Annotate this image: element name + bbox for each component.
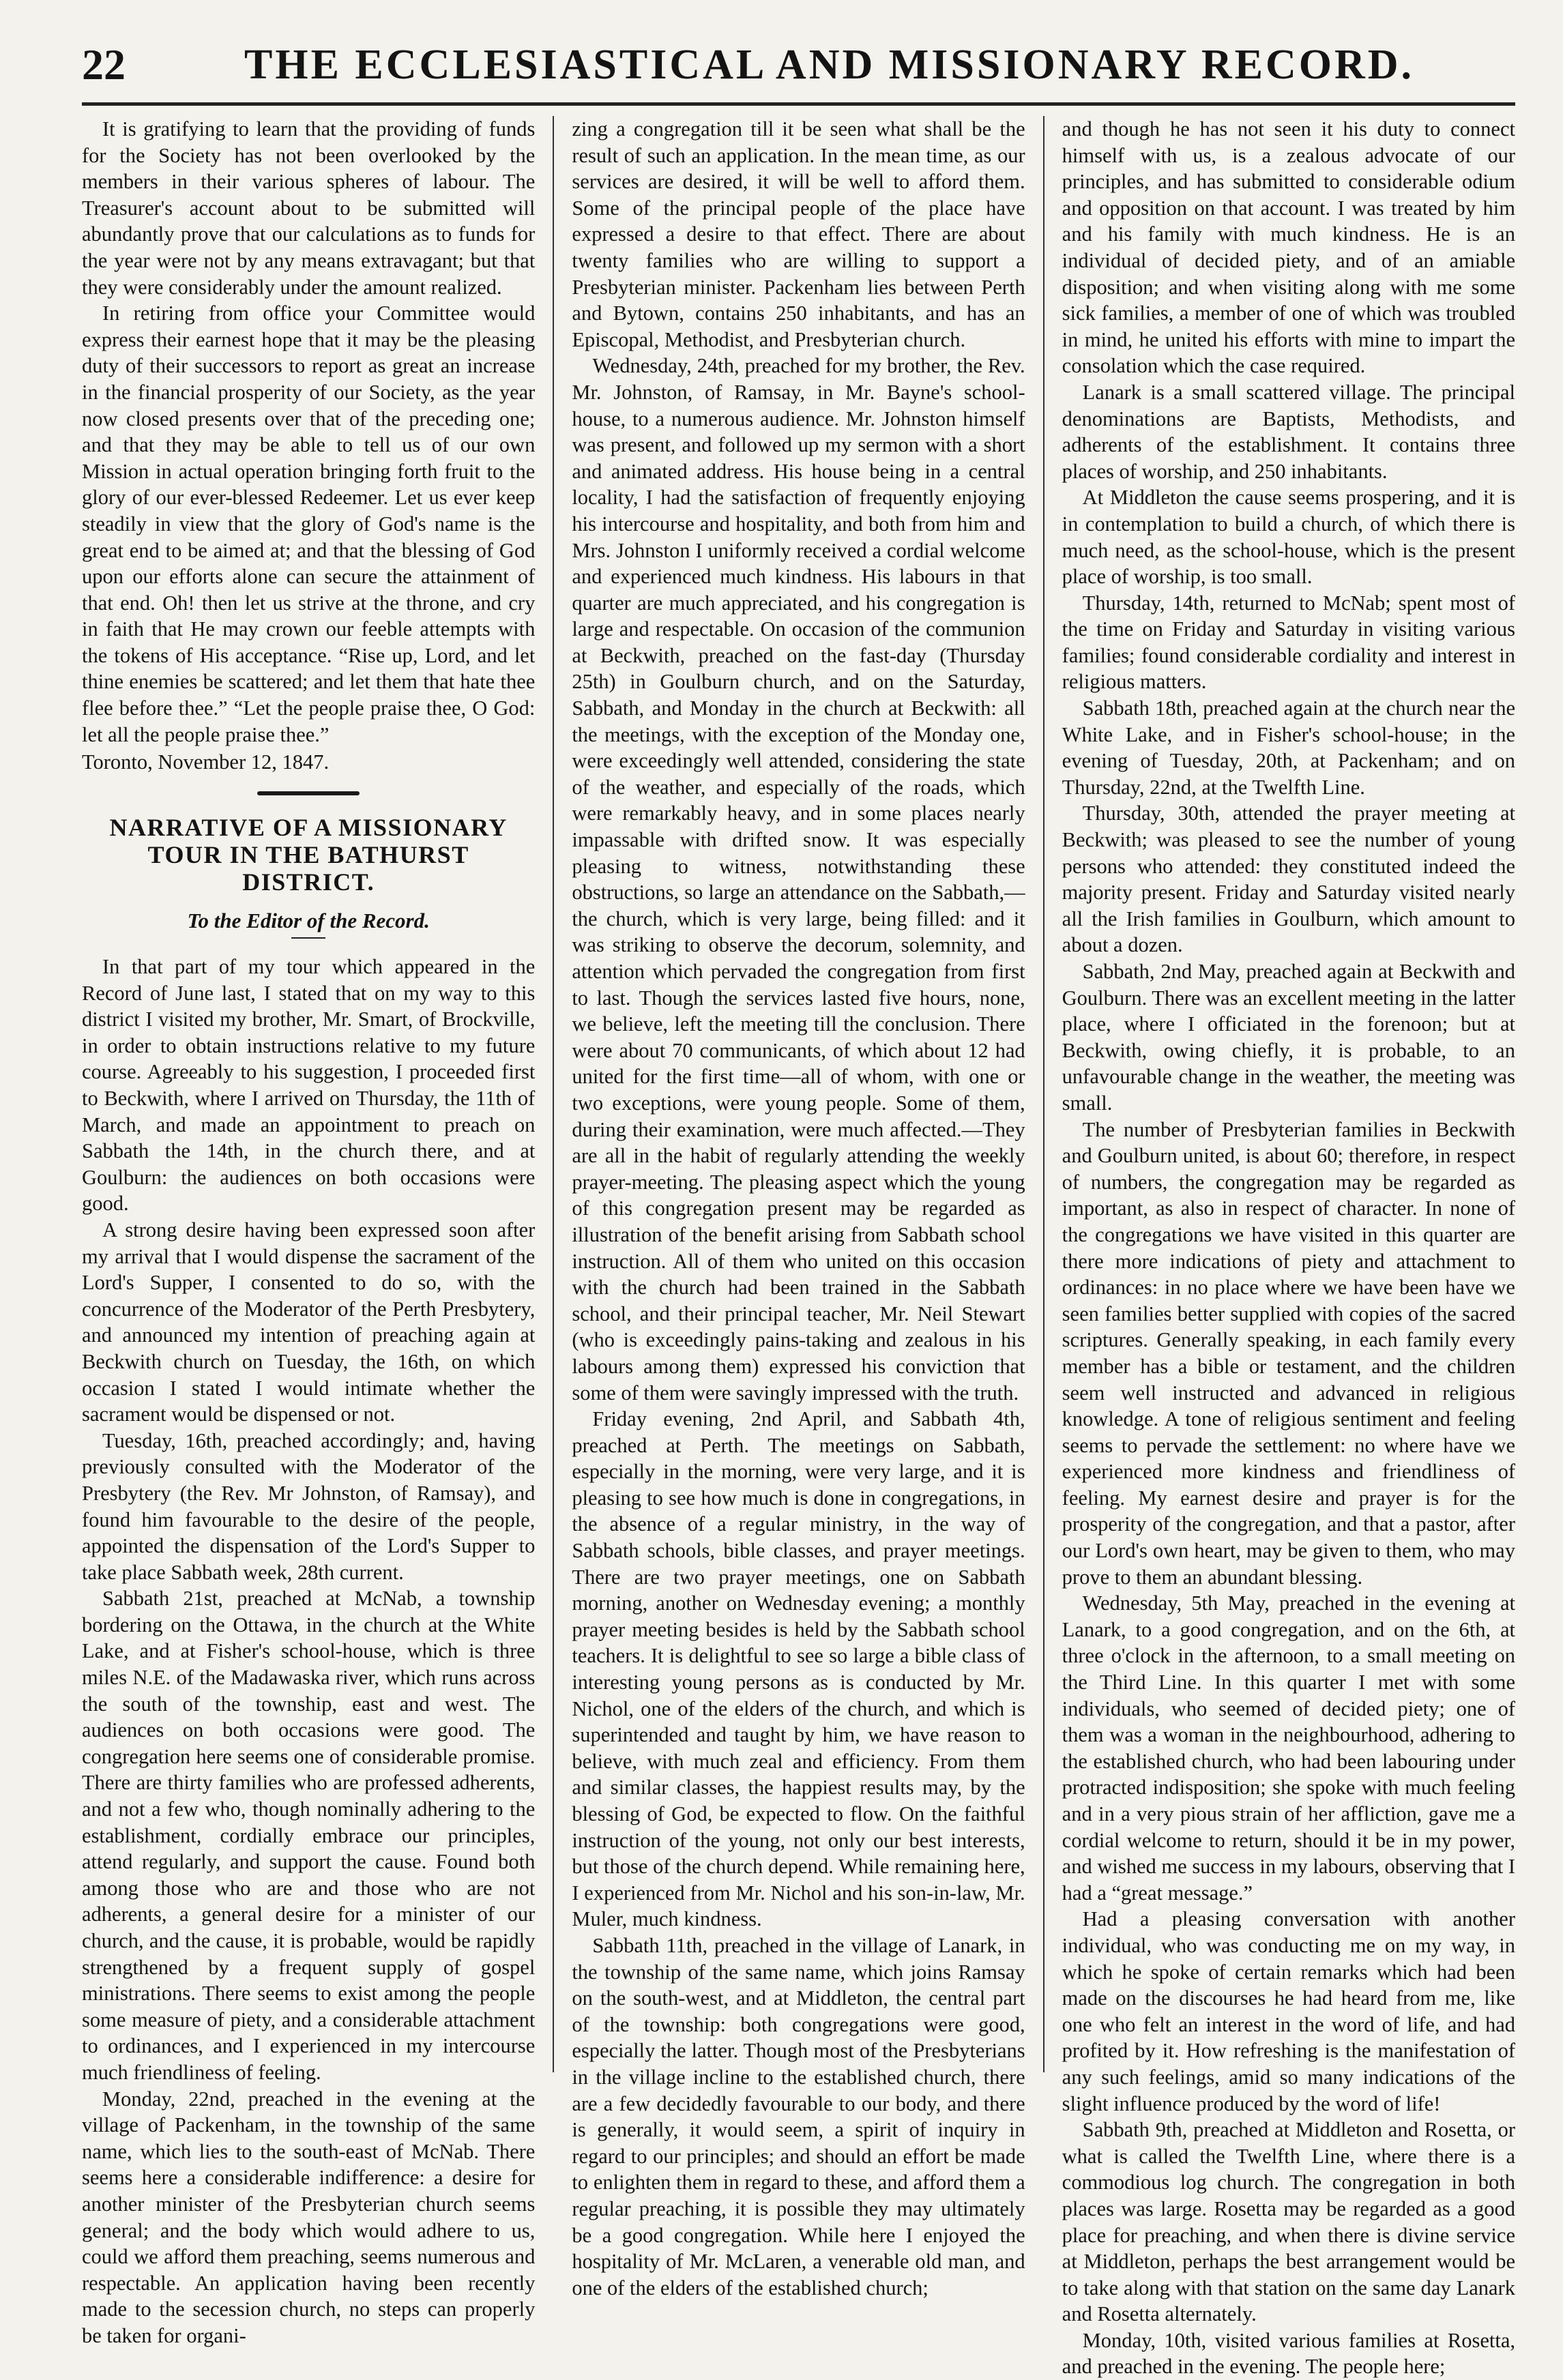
paragraph: Friday evening, 2nd April, and Sabbath 4th, preached at Perth. The meetings on Sabbath, especially in the morning, were very large, and it is pleasing to see how much is done in congregations, in the absence of a regular ministry, in the way of Sabbath schools, bible classes, and prayer meetings. There are two prayer meetings, one on Sabbath morning, another on Wednesday evening; a monthly prayer meeting besides is held by the Sabbath school teachers. It is delightful to see so large a bible class of interesting young persons as is conducted by Mr. Nichol, one of the elders of the church, and which is superintended and taught by him, we have reason to believe, with much zeal and efficiency. From them and similar classes, the happiest results may, by the blessing of God, be expected to flow. On the faithful instruction of the young, not only our best interests, but those of the church depend. While remaining here, I experienced from Mr. Nichol and his son-in-law, Mr. Muler, much kindness. (572, 1407, 1025, 1931)
paragraph: In retiring from office your Committee would express their earnest hope that it may be the pleasing duty of their successors to report as great an increase in the financial prosperity of our Society, as the year now closed presents over that of the preceding one; and that they may be able to tell us of our own Mission in actual operation bringing forth fruit to the glory of our ever-blessed Redeemer. Let us ever keep steadily in view that the glory of God's name is the great end to be aimed at; and that the blessing of God upon our efforts alone can secure the attainment of that end. Oh! then let us strive at the throne, and cry in faith that He may crown our feeble attempts with the tokens of His acceptance. “Rise up, Lord, and let thine enemies be scattered; and let them that hate thee flee before thee.” “Let the people praise thee, O God: let all the people praise thee.” (82, 302, 536, 746)
running-head (82, 37, 1515, 98)
paragraph: At Middleton the cause seems prospering, and it is in contemplation to build a church, of which there is much need, as the school-house, which is the present place of worship, is too small. (1062, 486, 1515, 589)
paragraph: Lanark is a small scattered village. The principal denominations are Baptists, Methodists, and adherents of the establishment. It contains three places of worship, and 250 inhabitants. (1062, 380, 1515, 483)
paragraph: Monday, 22nd, preached in the evening at the village of Packenham, in the township of the same name, which lies to the south-east of McNab. There seems here a considerable indifference: a desire for another minister of the Presbyterian church seems general; and the body which would adhere to us, could we afford them preaching, seems numerous and respectable. An application having been recently made to the secession church, no steps can properly be taken for organi- (82, 2087, 536, 2347)
paragraph: Thursday, 14th, returned to McNab; spent most of the time on Friday and Saturday in visiting various families; found considerable cordiality and interest in religious matters. (1062, 591, 1515, 694)
paragraph: The number of Presbyterian families in Beckwith and Goulburn united, is about 60; therefore, in respect of numbers, the congregation may be regarded as important, as also in respect of character. In none of the congregations we have visited in this quarter are there more indications of piety and attachment to ordinances: in no place where we have been have we seen families better supplied with copies of the sacred scriptures. Generally speaking, in each family every member has a bible or testament, and the children seem well instructed and advanced in religious knowledge. A tone of religious sentiment and feeling seems to pervade the settlement: no where have we experienced more kindness and friendliness of feeling. My earnest desire and prayer is for the prosperity of the congregation, and that a pastor, after our Lord's own heart, may be given to them, who may prove to them an abundant blessing. (1062, 1117, 1515, 1589)
paragraph: Had a pleasing conversation with another individual, who was conducting me on my way, in which he spoke of certain remarks which had been made on the discourses he had heard from me, like one who felt an interest in the word of life, and had profited by it. How refreshing is the manifestation of any such feelings, amid so many indications of the slight influence produced by the word of life! (1062, 1907, 1515, 2115)
section-subtitle: To the Editor of the Record. (187, 909, 430, 933)
paragraph: Sabbath 9th, preached at Middleton and Rosetta, or what is called the Twelfth Line, where there is a commodious log church. The congregation in both places was large. Rosetta may be regarded as a good place for preaching, and when there is divine service at Middleton, perhaps the best arrangement would be to take along with that station on the same day Lanark and Rosetta alternately. (1062, 2118, 1515, 2326)
section-title: NARRATIVE OF A MISSIONARY TOUR IN THE BATHURST DISTRICT. (109, 814, 508, 896)
paragraph: zing a congregation till it be seen what shall be the result of such an application. In the mean time, as our services are desired, it will be well to afford them. Some of the principal people of the place have expressed a desire to that effect. There are about twenty families who are willing to support a Presbyterian minister. Packenham lies between Perth and Bytown, contains 250 inhabitants, and has an Episcopal, Methodist, and Presbyterian church. (572, 117, 1025, 351)
dateline: Toronto, November 12, 1847. (82, 750, 330, 774)
paragraph: and though he has not seen it his duty to connect himself with us, is a zealous advocate of our principles, and has submitted to considerable odium and opposition on that account. I was treated by him and his family with much kindness. He is an individual of decided piety, and of an amiable disposition; and when visiting along with me some sick families, a member of one of which was troubled in mind, he united his efforts with mine to impart the consolation which the case required. (1062, 117, 1515, 378)
column-divider (1043, 116, 1045, 2072)
short-rule (291, 937, 325, 939)
paragraph: Sabbath, 2nd May, preached again at Beckwith and Goulburn. There was an excellent meeting in the latter place, where I officiated in the forenoon; but at Beckwith, owing chiefly, it is probable, to an unfavourable change in the weather, the meeting was small. (1062, 960, 1515, 1115)
paragraph: Sabbath 18th, preached again at the church near the White Lake, and in Fisher's school-house; in the evening of Tuesday, 20th, at Packenham; and on Thursday, 22nd, at the Twelfth Line. (1062, 696, 1515, 799)
paragraph: Wednesday, 24th, preached for my brother, the Rev. Mr. Johnston, of Ramsay, in Mr. Bayne's school-house, to a numerous audience. Mr. Johnston himself was present, and followed up my sermon with a short and animated address. His house being in a central locality, I had the satisfaction of frequently enjoying his intercourse and hospitality, and both from him and Mrs. Johnston I uniformly received a cordial welcome and experienced much kindness. His labours in that quarter are much appreciated, and his congregation is large and respectable. On occasion of the communion at Beckwith, preached on the fast-day (Thursday 25th) in Goulburn church, and on the Saturday, Sabbath, and Monday in the church at Beckwith: all the meetings, with the exception of the Monday one, were exceedingly well attended, considering the state of the weather, and especially of the roads, which were remarkably heavy, and in some places nearly impassable with drifted snow. It was especially pleasing to witness, notwithstanding these obstructions, so large an attendance on the Sabbath,—the church, which is very large, being filled: and it was striking to observe the decorum, solemnity, and attention which pervaded the congregation from first to last. Though the services lasted five hours, none, we believe, left the meeting till the conclusion. There were about 70 communicants, of which about 12 had united for the first time—all of whom, with one or two exceptions, were young people. Some of them, during their examination, were much affected.—They are all in the habit of regularly attending the weekly prayer-meeting. The pleasing aspect which the young of this congregation present may be regarded as illustration of the benefit arising from Sabbath school instruction. All of them who united on this occasion with the church had been trained in the Sabbath school, and their principal teacher, Mr. Neil Stewart (who is exceedingly pains-taking and zealous in his labours among them) expressed his conviction that some of them were savingly impressed with the truth. (572, 354, 1025, 1405)
paragraph: In that part of my tour which appeared in the Record of June last, I stated that on my way to this district I visited my brother, Mr. Smart, of Brockville, in order to obtain instructions relative to my future course. Agreeably to his suggestion, I proceeded first to Beckwith, where I arrived on Thursday, the 11th of March, and made an appointment to preach on Sabbath the 14th, in the church there, and at Goulburn: the audiences on both occasions were good. (82, 955, 536, 1216)
paragraph: A strong desire having been expressed soon after my arrival that I would dispense the sacrament of the Lord's Supper, I consented to do so, with the concurrence of the Moderator of the Perth Presbytery, and announced my intention of preaching again at Beckwith church on Tuesday, the 16th, on which occasion I stated I would intimate whether the sacrament would be dispensed or not. (82, 1218, 536, 1426)
paragraph: Tuesday, 16th, preached accordingly; and, having previously consulted with the Moderator of the Presbytery (the Rev. Mr Johnston, of Ramsay), and found him favourable to the desire of the people, appointed the dispensation of the Lord's Supper to take place Sabbath week, 28th current. (82, 1428, 536, 1584)
column-2 (572, 116, 1025, 2300)
column-1 (82, 116, 536, 2347)
paragraph: It is gratifying to learn that the providing of funds for the Society has not been overlooked by the members in their various spheres of labour. The Treasurer's account about to be submitted will abundantly prove that our calculations as to funds for the year were not by any means extravagant; but that they were considerably under the amount realized. (82, 117, 536, 299)
paragraph: Monday, 10th, visited various families at Rosetta, and preached in the evening. The people here; (1062, 2328, 1515, 2379)
paragraph: Wednesday, 5th May, preached in the evening at Lanark, to a good congregation, and on the 6th, at three o'clock in the afternoon, to a small meeting on the Third Line. In this quarter I met with some individuals, who seemed of decided piety; one of them was a woman in the neighbourhood, adhering to the established church, who had been labouring under protracted indisposition; she spoke with much feeling and in a very pious strain of her affliction, gave me a cordial welcome to return, should it be in my power, and wished me success in my labours, observing that I had a “great message.” (1062, 1591, 1515, 1905)
ornamental-dash (82, 778, 535, 805)
paragraph: Sabbath 21st, preached at McNab, a township bordering on the Ottawa, in the church at the White Lake, and at Fisher's school-house, which is three miles N.E. of the Madawaska river, which runs across the south of the township, east and west. The audiences on both occasions were good. The congregation here seems one of considerable promise. There are thirty families who are professed adherents, and not a few who, though nominally adhering to the establishment, cordially embrace our principles, attend regularly, and support the cause. Found both among those who are and those who are not adherents, a general desire for a minister of our church, and the cause, it is probable, would be rapidly strengthened by a frequent supply of gospel ministrations. There seems to exist among the people some measure of piety, and a considerable attachment to ordinances, and I experienced in my intercourse much friendliness of feeling. (82, 1587, 536, 2084)
page-number: 22 (82, 40, 126, 89)
journal-title: THE ECCLESIASTICAL AND MISSIONARY RECORD. (244, 42, 1415, 88)
text-columns (82, 116, 1515, 2379)
paragraph: Thursday, 30th, attended the prayer meeting at Beckwith; was pleased to see the number of young persons who attended: they constituted indeed the majority present. Friday and Saturday visited nearly all the Irish families in Goulburn, which amount to about a dozen. (1062, 802, 1515, 957)
column-3 (1062, 116, 1515, 2379)
header-rule (82, 102, 1515, 106)
column-divider (553, 116, 554, 2072)
paragraph: Sabbath 11th, preached in the village of Lanark, in the township of the same name, which joins Ramsay on the south-west, and at Middleton, the central part of the township: both congregations were good, especially the latter. Though most of the Presbyterians in the village incline to the established church, there are a few decidedly favourable to our body, and there is generally, it would seem, a spirit of inquiry in regard to our principles; and should an effort be made to enlighten them in regard to these, and afford them a regular preaching, it is possible they may ultimately be a good congregation. While here I enjoyed the hospitality of Mr. McLaren, a venerable old man, and one of the elders of the established church; (572, 1933, 1025, 2300)
